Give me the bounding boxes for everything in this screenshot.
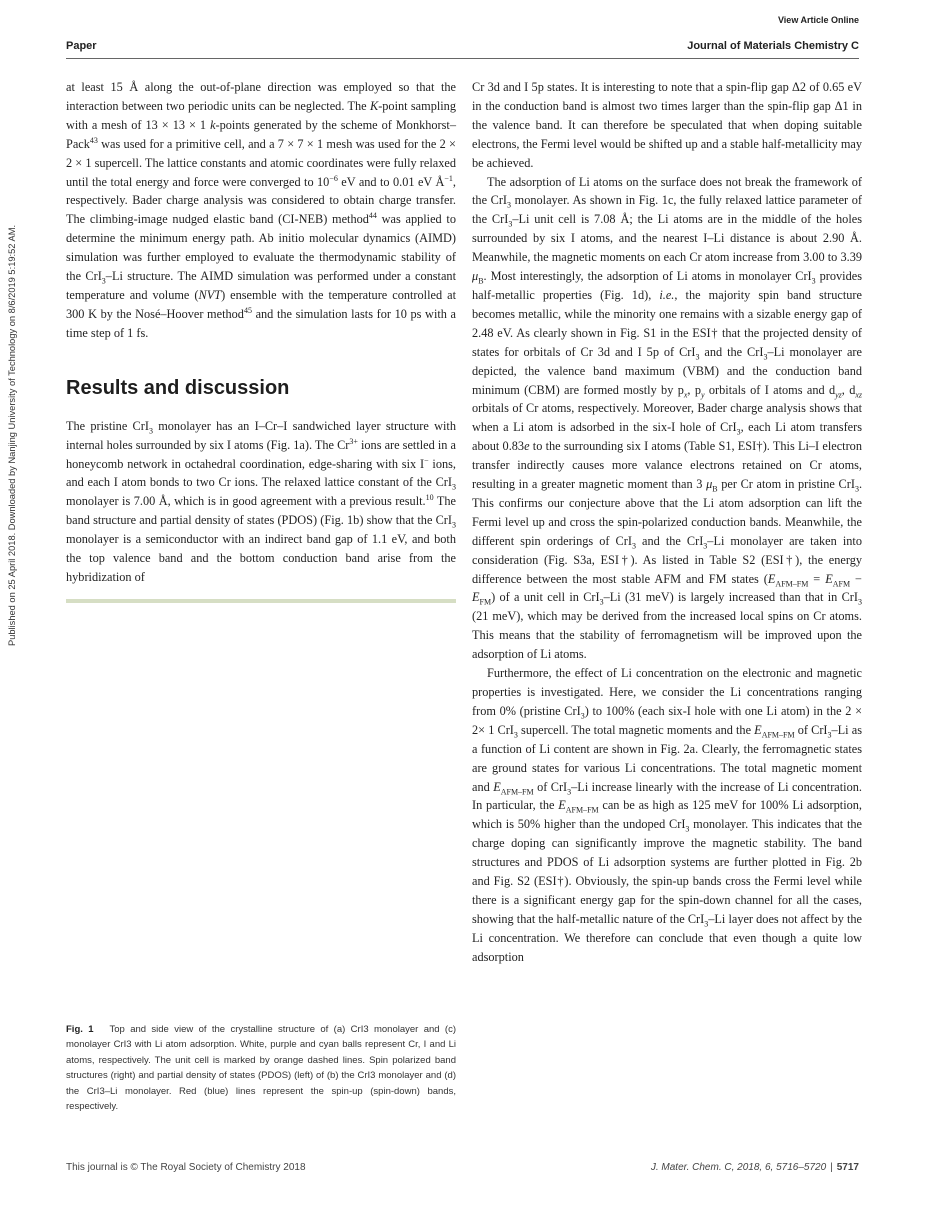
- body-paragraph: The pristine CrI$_3$ monolayer has an I–Cr–I sandwiched layer structure with internal holes surrounded by six I atoms (Fig. 1a). The $Cr^{3+}$ ions are settled in a honeycomb network in octahedral coordination, edge-sharing with six I− ions, and each I atom bonds to two Cr ions. The relaxed lattice constant of the CrI$_3$ monolayer is 7.00 Å, which is in good agreement with a previous result.$^{10}$ The band structure and partial density of states (PDOS) (Fig. 1b) show that the CrI$_3$ monolayer is a semiconductor with an indirect band gap of 1.1 eV, and both the top valence band and the bottom conduction band arise from the hybridization of: [66, 418, 456, 584]
- figure-caption-text: Top and side view of the crystalline structure of (a) CrI3 monolayer and (c) monolayer CrI3 with Li atom adsorption. White, purple and cyan balls represent Cr, I and Li atoms, respectively. The unit cell is marked by orange dashed lines. Spin polarized band structures (right) and partial density of states (PDOS) (left) of (b) the CrI3 monolayer and (d) the CrI3–Li monolayer. Red (blue) lines represent the spin-up (spin-down) bands, respectively.: [66, 1024, 457, 1113]
- body-paragraph: at least 15 Å along the out-of-plane direction was employed so that the interaction between two periodic units can be neglected. The K-point sampling with a mesh of 13 × 13 × 1 k-points generated by the scheme of Monkhorst–Pack$^{43}$ was used for a primitive cell, and a 7 × 7 × 1 mesh was used for the 2 × 2 × 1 supercell. The lattice constants and atomic coordinates were fully relaxed until the total energy and force were converged to $10^{-6}$ eV and to 0.01 eV $Å^{-1}$, respectively. Bader charge analysis was considered to obtain charge transfer. The climbing-image nudged elastic band (CI-NEB) method$^{44}$ was applied to determine the minimum energy path. Ab initio molecular dynamics (AIMD) simulation was further employed to evaluate the thermodynamic stability of the CrI$_3$–Li structure. The AIMD simulation was performed under a constant temperature and volume (NVT) ensemble with the temperature controlled at 300 K by the Nosé–Hoover method$^{45}$ and the simulation lasts for 10 ps with a time step of 1 fs.: [66, 80, 457, 340]
- figure-separator-rule: [66, 599, 456, 603]
- footer-copyright: This journal is © The Royal Society of Chemistry 2018: [66, 1162, 306, 1173]
- figure-caption: [66, 1022, 456, 1114]
- view-article-online-link[interactable]: View Article Online: [777, 15, 859, 25]
- figure-label: Fig. 1: [66, 1024, 94, 1035]
- publication-watermark: Published on 25 April 2018. Downloaded by Nanjing University of Technology on 8/6/2019 5:19:52 AM.: [7, 224, 17, 646]
- footer-citation-block: [651, 1162, 859, 1173]
- header-article-type: Paper: [66, 40, 97, 52]
- body-paragraph: The adsorption of Li atoms on the surface does not break the framework of the CrI$_3$ monolayer. As shown in Fig. 1c, the fully relaxed lattice parameter of the CrI$_3$–Li unit cell is 7.08 Å; the Li atoms are in the middle of the holes surrounded by six I atoms, and the nearest I–Li distance is about 2.90 Å. Meanwhile, the magnetic moments on each Cr atom increase from 3.00 to 3.39 $\mu_B$. Most interestingly, the adsorption of Li atoms in monolayer CrI$_3$ provides half-metallic properties (Fig. 1d), i.e., the majority spin band structure becomes metallic, while the minority one remains with a sizable energy gap of 2.48 eV. As clearly shown in Fig. S1 in the ESI† that the projected density of states for orbitals of Cr 3d and I 5p of CrI$_3$ and the CrI$_3$–Li monolayer are depicted, the valence band maximum (VBM) and the conduction band minimum (CBM) are formed mostly by $p_x$, $p_y$ orbitals of I atoms and $d_{yz}$, $d_{xz}$ orbitals of Cr atoms, respectively. Moreover, Bader charge analysis shows that when a Li atom is adsorbed in the six-I hole of CrI$_3$, each Li atom transfers about 0.83e to the surrounding six I atoms (Table S1, ESI†). This Li–I electron transfer indirectly causes more valance electrons retained on Cr atoms, resulting in a greater magnetic moment than 3 $\mu_B$ per Cr atom in pristine CrI$_3$. This confirms our conjecture above that the Li atom adsorption can lift the Fermi level up and cross the spin-polarized conduction bands. Meanwhile, the different spin orderings of CrI$_3$ and the CrI$_3$–Li monolayer are taken into consideration (Fig. S3a, ESI†). As listed in Table S2 (ESI†), the energy difference between the most stable AFM and FM states $(E_{AFM-FM} = E_{AFM} - E_{FM})$ of a unit cell in CrI$_3$–Li (31 meV) is largely increased than that in CrI$_3$ (21 meV), which may be derived from the increased local spins on Cr atoms. This means that the stability of ferromagnetism will be improved upon the adsorption of Li atoms.: [472, 174, 863, 662]
- footer-separator: |: [830, 1162, 833, 1173]
- body-paragraph: Cr 3d and I 5p states. It is interesting to note that a spin-flip gap Δ2 of 0.65 eV in the conduction band is almost two times larger than the spin-flip gap Δ1 in the valence band. It can therefore be speculated that when doping suitable electrons, the Fermi level would be shifted up and a stable half-metallicity may be achieved.: [472, 80, 862, 170]
- section-heading: Results and discussion: [66, 376, 290, 399]
- header-journal-name: Journal of Materials Chemistry C: [687, 40, 859, 52]
- page-number: 5717: [836, 1162, 859, 1173]
- right-column: [472, 78, 862, 967]
- header-rule: [66, 58, 859, 59]
- body-paragraph: Furthermore, the effect of Li concentration on the electronic and magnetic properties is investigated. Here, we consider the Li concentrations ranging from 0% (pristine CrI$_3$) to 100% (each six-I hole with one Li atom) in the 2 × 2× 1 CrI$_3$ supercell. The total magnetic moments and the $E_{AFM-FM}$ of CrI$_3$–Li as a function of Li content are shown in Fig. 2a. Clearly, the ferromagnetic states are ground states for various Li concentrations. The total magnetic moment and $E_{AFM-FM}$ of CrI$_3$–Li increase linearly with the increase of Li concentration. In particular, the $E_{AFM-FM}$ can be as high as 125 meV for 100% Li adsorption, which is 50% higher than the undoped CrI$_3$ monolayer. This indicates that the charge doping can significantly improve the magnetic stability. The band structures and PDOS of Li adsorption systems are further plotted in Fig. 2b and Fig. S2 (ESI†). Obviously, the spin-up bands cross the Fermi level while there is a significant energy gap for the spin-down channel for all the cases, showing that the half-metallic nature of the CrI$_3$–Li layer does not affect by the Li concentration. We therefore can conclude that even though a quite low adsorption: [472, 666, 863, 964]
- left-column: [66, 78, 456, 603]
- footer-citation: J. Mater. Chem. C, 2018, 6, 5716–5720: [650, 1162, 827, 1173]
